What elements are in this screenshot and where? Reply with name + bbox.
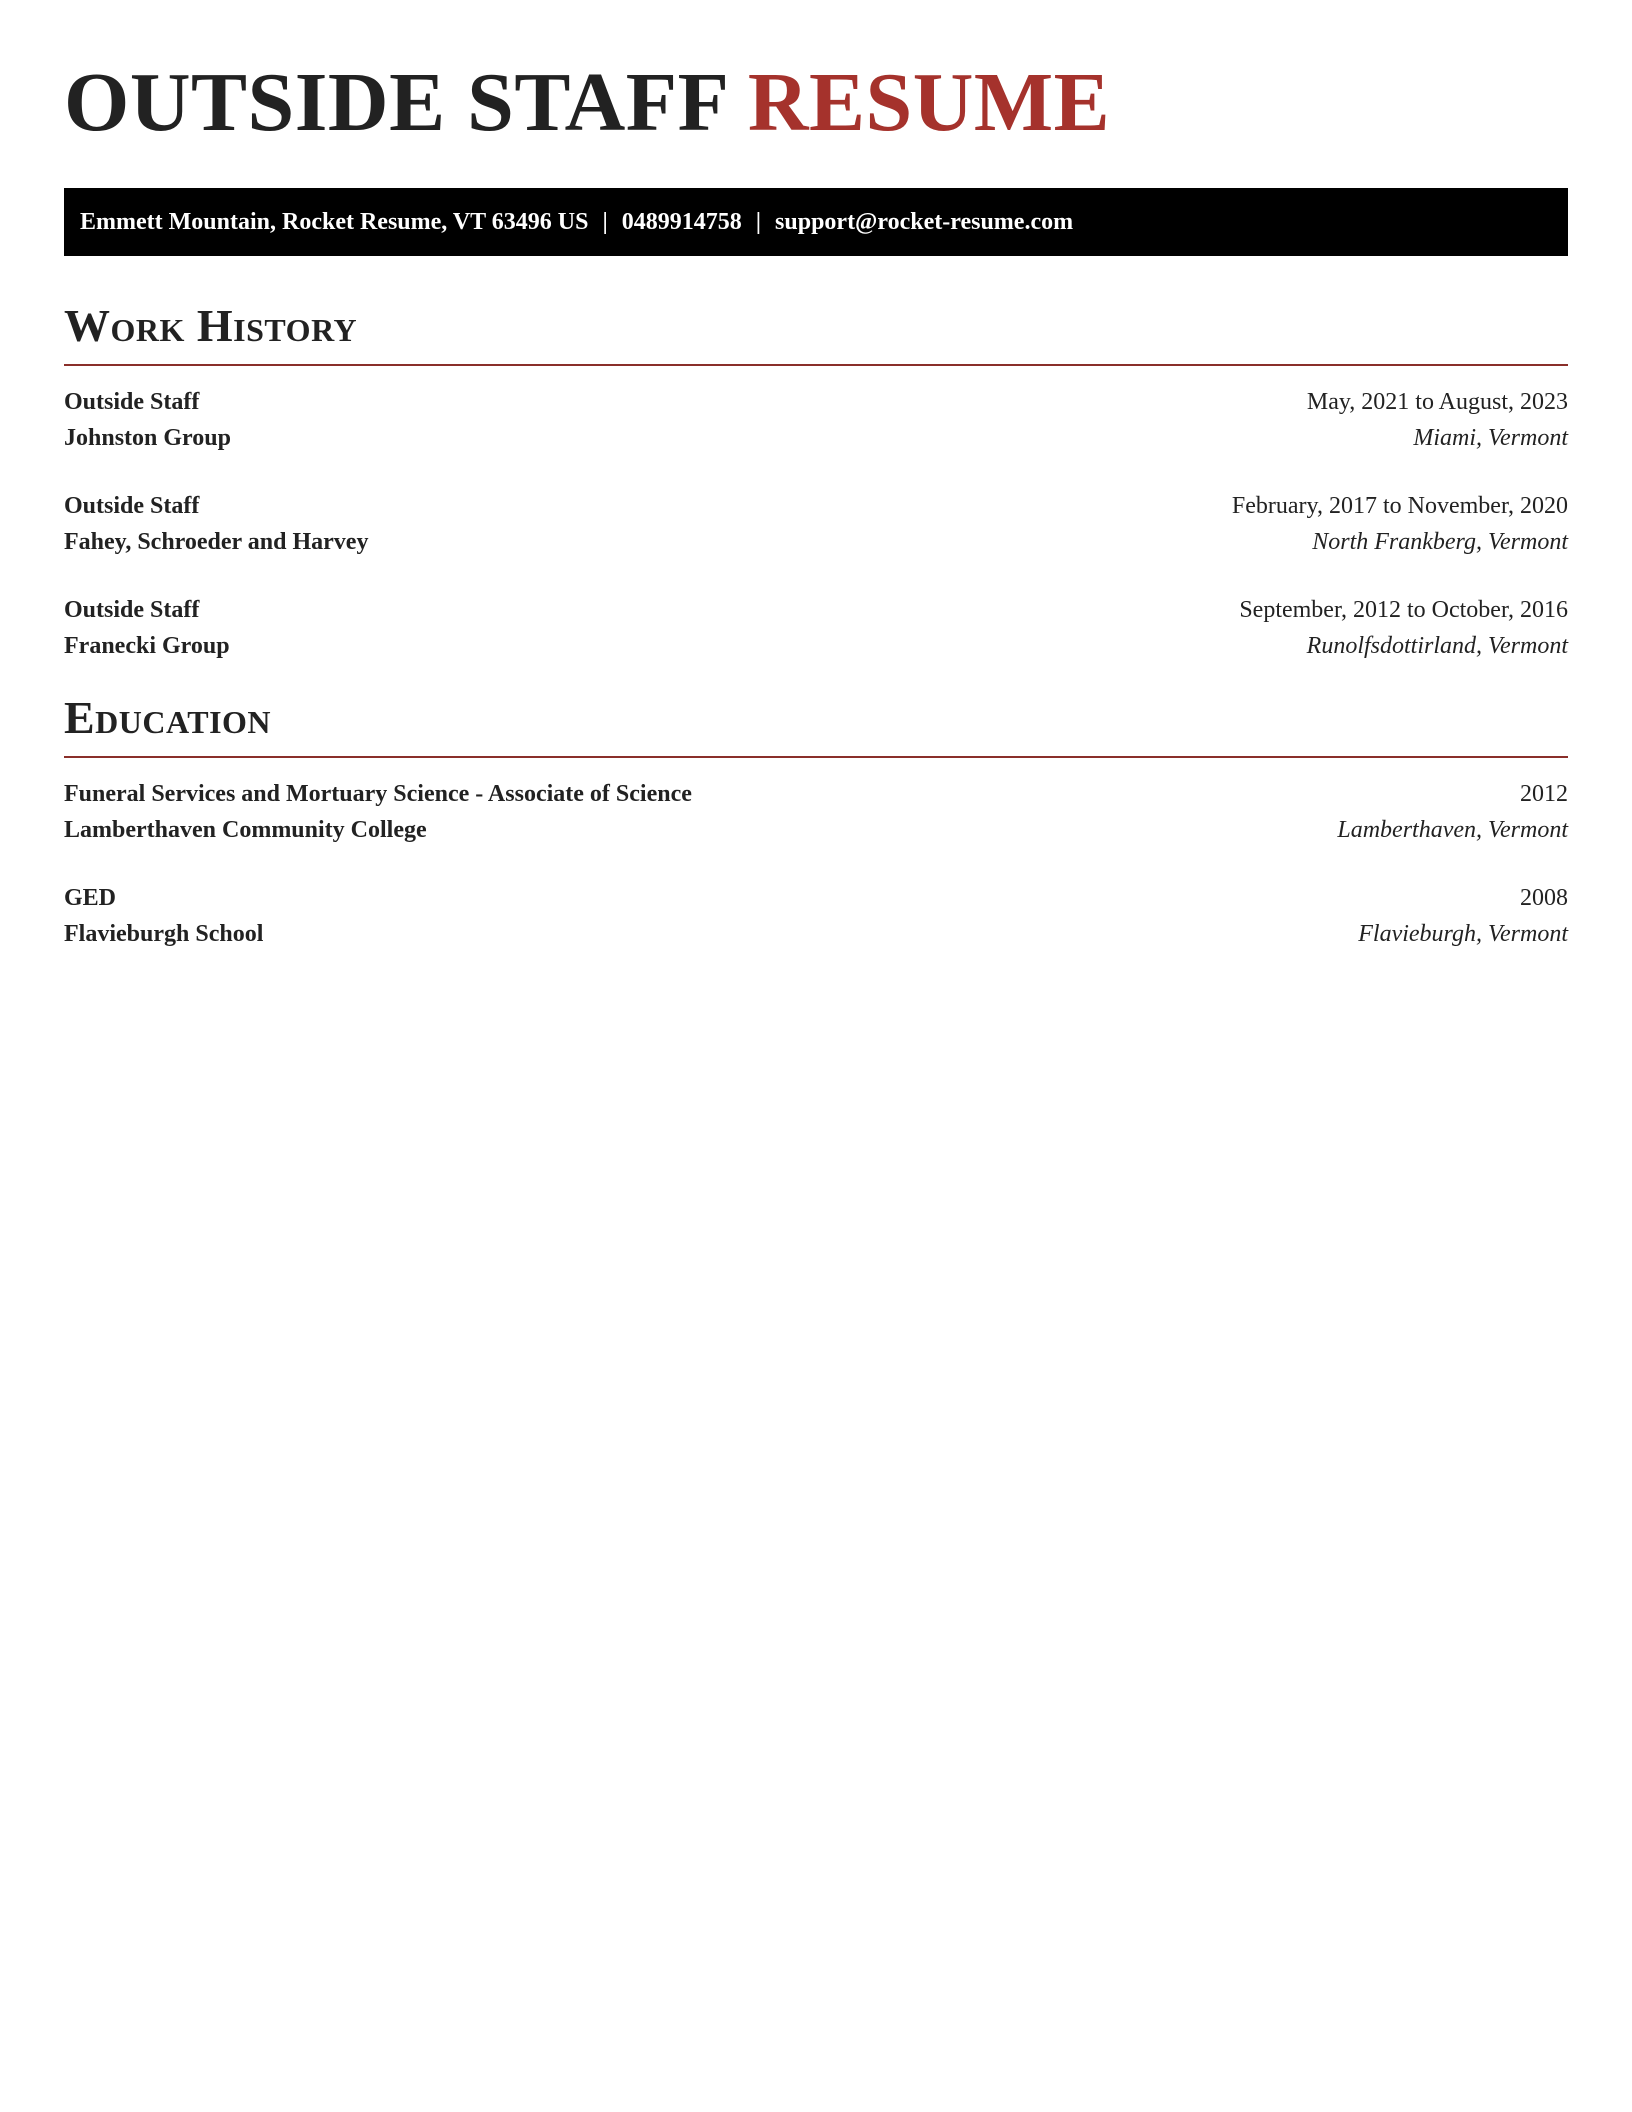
- degree-name: Funeral Services and Mortuary Science - Associate of Science: [64, 781, 692, 807]
- school-location: Lamberthaven, Vermont: [1337, 817, 1568, 843]
- education-entry-top-row: [64, 776, 1568, 812]
- company-name: Franecki Group: [64, 633, 230, 659]
- work-entry-top-row: [64, 592, 1568, 628]
- resume-title: [64, 58, 1568, 148]
- job-title: Outside Staff: [64, 493, 200, 519]
- school-name: Lamberthaven Community College: [64, 817, 427, 843]
- work-entry-top-row: [64, 384, 1568, 420]
- title-main: OUTSIDE STAFF: [64, 56, 727, 149]
- job-dates: February, 2017 to November, 2020: [1231, 493, 1568, 519]
- contact-bar: [64, 188, 1568, 256]
- work-entry-top-row: [64, 488, 1568, 524]
- education-entry: [64, 776, 1568, 848]
- contact-email: support@rocket-resume.com: [775, 209, 1074, 235]
- graduation-year: 2012: [1520, 781, 1568, 807]
- education-entry: [64, 880, 1568, 952]
- work-entry: [64, 488, 1568, 560]
- work-entry-bottom-row: [64, 420, 1568, 456]
- job-location: Runolfsdottirland, Vermont: [1306, 633, 1568, 659]
- job-dates: May, 2021 to August, 2023: [1306, 389, 1568, 415]
- work-entry: [64, 384, 1568, 456]
- education-entry-top-row: [64, 880, 1568, 916]
- work-entry-bottom-row: [64, 628, 1568, 664]
- school-location: Flavieburgh, Vermont: [1358, 921, 1568, 947]
- education-entry-bottom-row: [64, 812, 1568, 848]
- contact-phone: 0489914758: [621, 209, 742, 235]
- education-heading: Education: [64, 692, 1568, 758]
- job-title: Outside Staff: [64, 389, 200, 415]
- company-name: Fahey, Schroeder and Harvey: [64, 529, 369, 555]
- degree-name: GED: [64, 885, 117, 911]
- work-entry: [64, 592, 1568, 664]
- title-accent: RESUME: [747, 56, 1111, 149]
- contact-separator: |: [602, 209, 608, 235]
- contact-separator: |: [755, 209, 762, 235]
- work-entry-bottom-row: [64, 524, 1568, 560]
- work-history-list: [64, 384, 1568, 664]
- contact-address: Emmett Mountain, Rocket Resume, VT 63496 US: [80, 209, 589, 235]
- education-list: [64, 776, 1568, 952]
- school-name: Flavieburgh School: [64, 921, 264, 947]
- job-dates: September, 2012 to October, 2016: [1239, 597, 1568, 623]
- education-entry-bottom-row: [64, 916, 1568, 952]
- company-name: Johnston Group: [64, 425, 231, 451]
- job-title: Outside Staff: [64, 597, 200, 623]
- job-location: North Frankberg, Vermont: [1312, 529, 1568, 555]
- job-location: Miami, Vermont: [1413, 425, 1568, 451]
- graduation-year: 2008: [1520, 885, 1568, 911]
- work-history-heading: Work History: [64, 300, 1568, 366]
